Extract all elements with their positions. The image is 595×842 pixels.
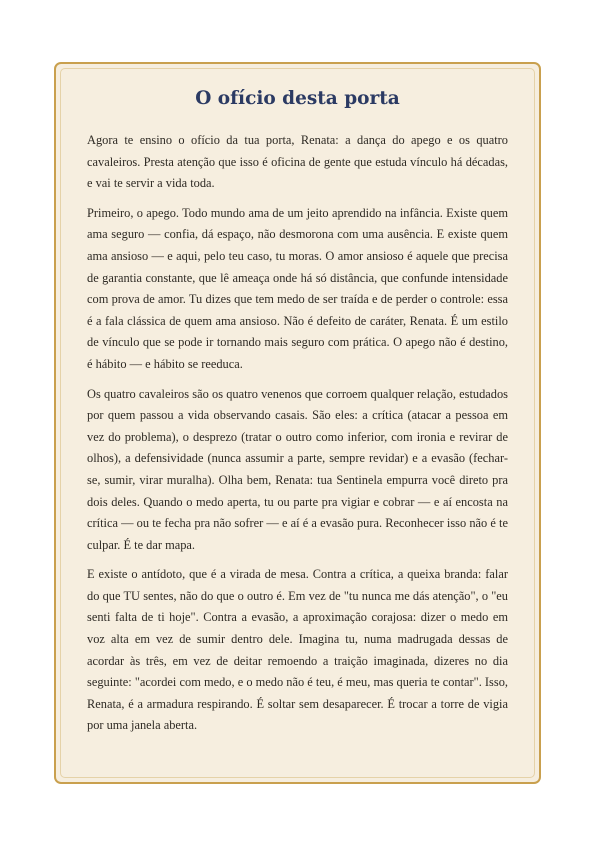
page-title: O ofício desta porta xyxy=(195,88,400,109)
paragraph-cavaleiros: Os quatro cavaleiros são os quatro venenos que corroem qualquer relação, estudados por quem passou a vida observando casais. São eles: a crítica (atacar a pessoa em vez do problema), o desprezo (tratar o outro como inferior, com ironia e revirar de olhos), a defensividade (nunca assumir a parte, sempre revidar) e a evasão (fechar-se, sumir, virar muralha). Olha bem, Renata: tua Sentinela empurra você direto pra dois deles. Quando o medo aperta, tu ou parte pra vigiar e cobrar — e aí encosta na crítica — ou te fecha pra não sofrer — e aí é a evasão pura. Reconhecer isso não é te culpar. É te dar mapa. xyxy=(87,386,508,552)
paragraph-intro: Agora te ensino o ofício da tua porta, Renata: a dança do apego e os quatro cavaleiros. Presta atenção que isso é oficina de gente que estuda vínculo há décadas, e vai te servir a vida toda. xyxy=(87,133,508,191)
content-card xyxy=(54,62,541,784)
paragraph-apego: Primeiro, o apego. Todo mundo ama de um jeito aprendido na infância. Existe quem ama seguro — confia, dá espaço, não desmorona com uma ausência. E existe quem ama ansioso — e aqui, pelo teu caso, tu moras. O amor ansioso é aquele que precisa de garantia constante, que lê ameaça onde há só distância, que confunde intensidade com prova de amor. Tu dizes que tem medo de ser traída e de perder o controle: essa é a fala clássica de quem ama ansioso. Não é defeito de caráter, Renata. É um estilo de vínculo que se pode ir tornando mais seguro com prática. O apego não é destino, é hábito — e hábito se reeduca. xyxy=(87,205,508,371)
paragraph-antidoto: E existe o antídoto, que é a virada de mesa. Contra a crítica, a queixa branda: falar do que TU sentes, não do que o outro é. Em vez de "tu nunca me dás atenção", o "eu senti falta de ti hoje". Contra a evasão, a aproximação corajosa: dizer o medo em voz alta em vez de sumir dentro dele. Imagina tu, numa madrugada dessas de acordar às três, em vez de deitar remoendo a traição imaginada, dizeres no dia seguinte: "acordei com medo, e o medo não é teu, é meu, mas queria te contar". Isso, Renata, é a armadura respirando. É soltar sem desaparecer. É trocar a torre de vigia por uma janela aberta. xyxy=(87,567,508,733)
